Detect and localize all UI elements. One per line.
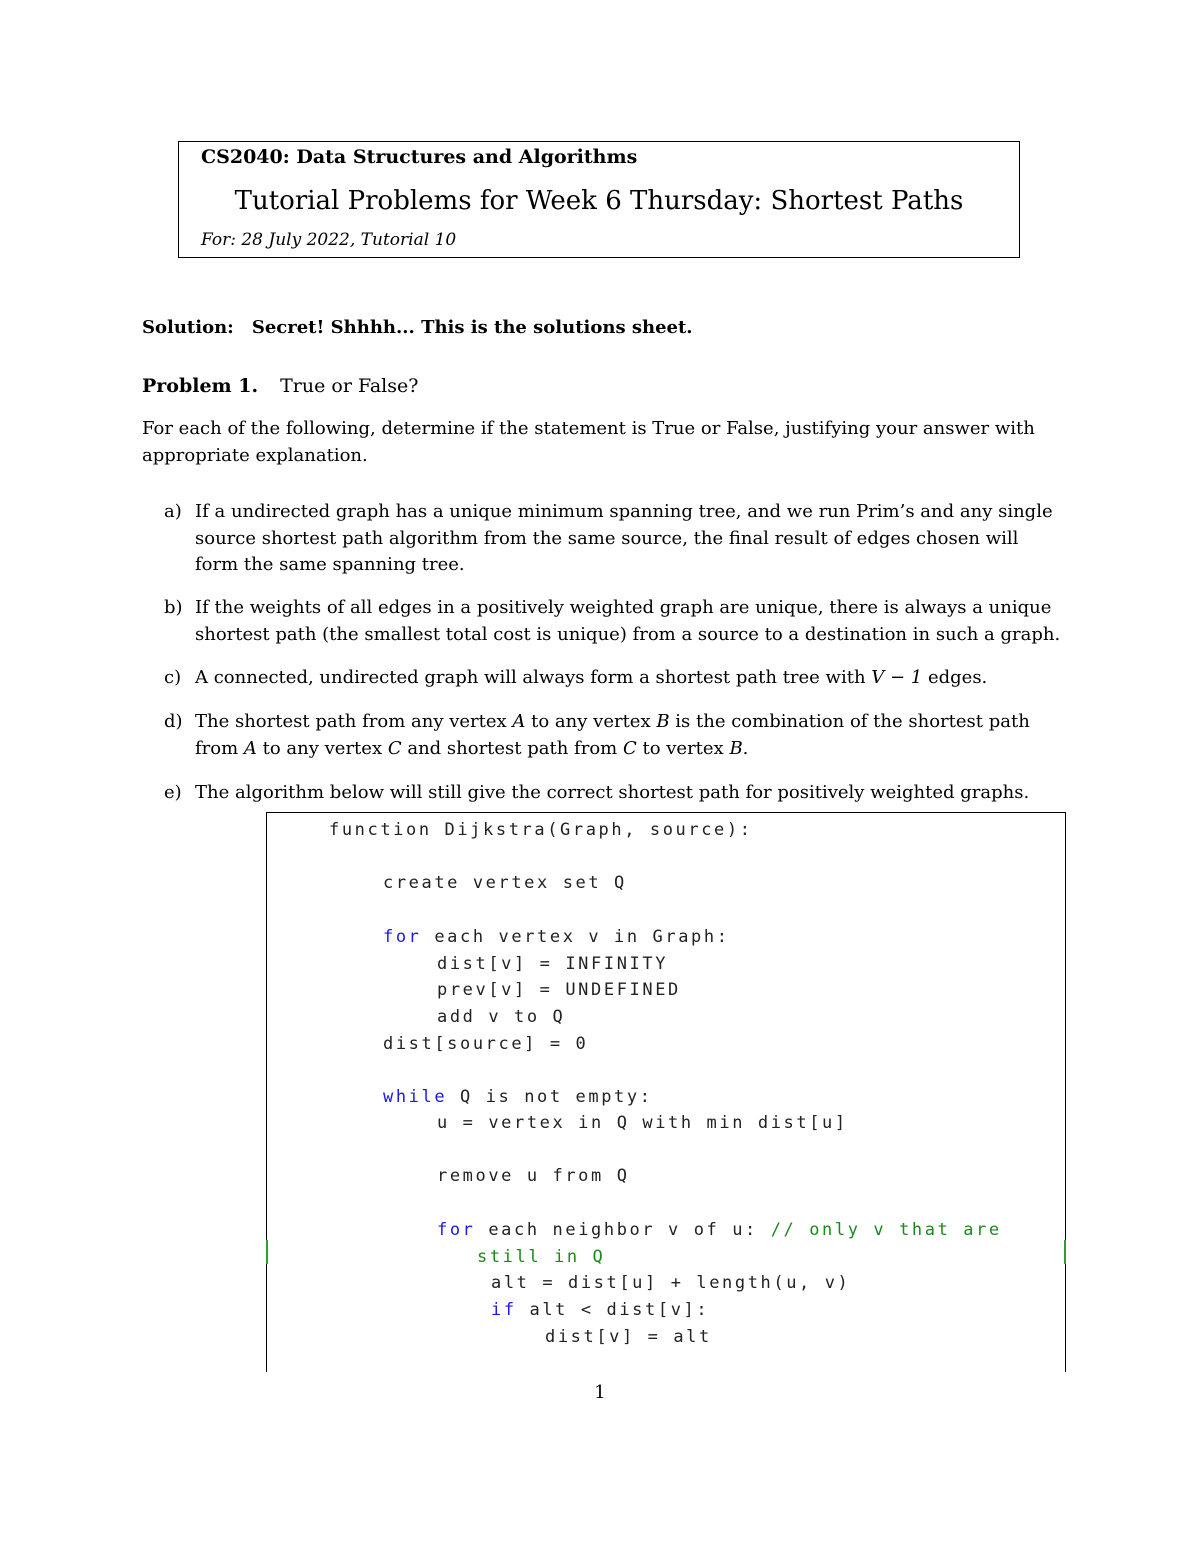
solution-text: Secret! Shhhh... This is the solutions sheet.: [251, 317, 693, 338]
list-item: [142, 709, 1062, 762]
solution-label: Solution:: [142, 317, 234, 338]
item-text: A connected, undirected graph will always form a shortest path tree with V − 1 edges.: [195, 667, 988, 688]
code-line: if alt < dist[v]:: [491, 1300, 710, 1320]
item-letter: e): [164, 782, 182, 803]
code-line: remove u from Q: [437, 1166, 630, 1186]
item-letter: a): [164, 501, 182, 522]
code-line: dist[source] = 0: [383, 1034, 589, 1054]
list-item: [142, 665, 1062, 692]
page-number: 1: [594, 1382, 606, 1403]
item-text: If the weights of all edges in a positively weighted graph are unique, there is always a unique shortest path (the smallest total cost is unique) from a source to a destination in such a graph.: [195, 597, 1061, 645]
code-line: alt = dist[u] + length(u, v): [491, 1273, 851, 1293]
line-wrap-marker: [1064, 1240, 1066, 1264]
course-name: CS2040: Data Structures and Algorithms: [201, 146, 638, 168]
tutorial-date: For: 28 July 2022, Tutorial 10: [201, 230, 457, 250]
header-box: [178, 141, 1020, 258]
item-letter: b): [164, 597, 183, 618]
problem-heading: [142, 373, 418, 400]
list-item: [142, 595, 1062, 648]
code-line: create vertex set Q: [383, 873, 627, 893]
item-text: The shortest path from any vertex A to any vertex B is the combination of the shortest path from A to any vertex C and shortest path from C to vertex B.: [195, 711, 1030, 759]
code-line: u = vertex in Q with min dist[u]: [437, 1113, 848, 1133]
code-line: function Dijkstra(Graph, source):: [329, 820, 753, 840]
intro-paragraph: For each of the following, determine if the statement is True or False, justifying your answer with appropriate explanation.: [142, 418, 1035, 466]
code-line: prev[v] = UNDEFINED: [437, 980, 681, 1000]
item-letter: c): [164, 667, 182, 688]
problem-label: Problem 1.: [142, 375, 259, 397]
code-line: for each neighbor v of u: // only v that are: [437, 1220, 1002, 1240]
problem-title: True or False?: [280, 375, 419, 397]
code-line: add v to Q: [437, 1007, 566, 1027]
item-text: The algorithm below will still give the correct shortest path for positively weighted graphs.: [195, 782, 1030, 803]
code-line: while Q is not empty:: [383, 1087, 653, 1107]
code-listing: [266, 812, 1066, 1372]
code-line: dist[v] = INFINITY: [437, 954, 669, 974]
list-item: [142, 780, 1062, 807]
code-line: still in Q: [477, 1247, 606, 1267]
item-letter: d): [164, 711, 183, 732]
item-text: If a undirected graph has a unique minimum spanning tree, and we run Prim’s and any single source shortest path algorithm from the same source, the final result of edges chosen will form the same spanning tree.: [195, 501, 1053, 575]
code-line: for each vertex v in Graph:: [383, 927, 730, 947]
code-line: dist[v] = alt: [545, 1327, 712, 1347]
solution-line: [142, 315, 693, 342]
page-title: Tutorial Problems for Week 6 Thursday: Shortest Paths: [234, 186, 964, 216]
line-wrap-marker: [266, 1240, 268, 1264]
list-item: [142, 499, 1062, 579]
